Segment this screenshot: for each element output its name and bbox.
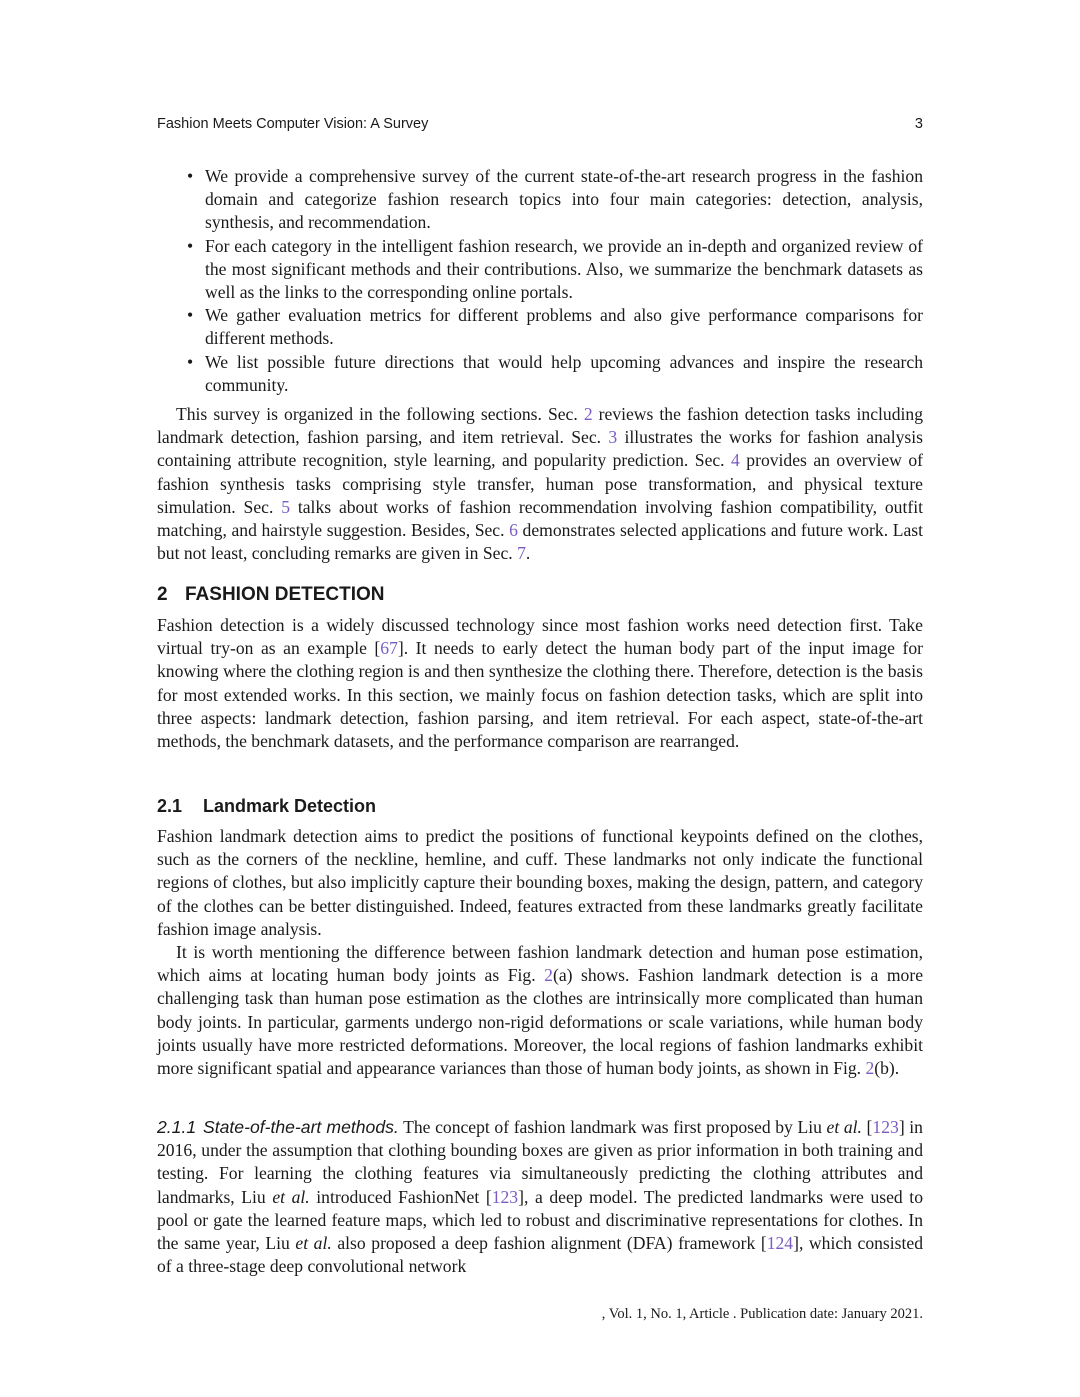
italic-text: et al. [295, 1233, 332, 1254]
text-run: Fashion landmark detection aims to predict the positions of functional keypoints defined on the clothes, such as the corners of the neckline, hemline, and cuff. These landmarks not only indicate the functional regions of clothes, but also implicitly capture their bounding boxes, making the design, pattern, and category of the clothes can be better distinguished. Indeed, features extracted from these landmarks greatly facilitate fashion image analysis. [157, 826, 923, 939]
text-run: reviews the fashion detection tasks including landmark detection, fashion parsing, and item retrieval. Sec. [157, 404, 923, 448]
paragraph-body [157, 1117, 923, 1276]
subsubsection-number: 2.1.1 [157, 1117, 197, 1137]
reference-link[interactable]: 5 [281, 496, 290, 517]
text-run: illustrates the works for fashion analysis containing attribute recognition, style learning, and popularity prediction. Sec. [157, 427, 923, 471]
bullet-item [157, 235, 923, 305]
text-run: ], which consisted of a three-stage deep convolutional network [157, 1233, 923, 1277]
text-run: introduced FashionNet [ [309, 1186, 492, 1207]
reference-link[interactable]: 124 [766, 1233, 794, 1254]
section-title: FASHION DETECTION [185, 584, 385, 605]
reference-link[interactable]: 6 [509, 520, 518, 541]
section-number: 2 [157, 584, 168, 605]
reference-link[interactable]: 123 [491, 1186, 519, 1207]
text-run: [ [861, 1117, 873, 1137]
subsubsection-heading [157, 1117, 399, 1137]
subsection-title: Landmark Detection [203, 796, 377, 816]
bullet-item [157, 165, 923, 235]
text-run: (a) shows. Fashion landmark detection is a more challenging task than human pose estimation as the clothes are intrinsically more complicated than human body joints. In particular, garments undergo non-rigid deformations or scale variations, while human body joints usually have more restricted deformations. Moreover, the local regions of fashion landmarks exhibit more significant spatial and appearance variances than those of human body joints, as shown in Fig. [157, 965, 924, 1079]
text-run: It is worth mentioning the difference between fashion landmark detection and human pose estimation, which aims at locating human body joints as Fig. [157, 942, 923, 986]
intro-paragraph [157, 403, 923, 565]
italic-text: et al. [826, 1117, 862, 1137]
reference-link[interactable]: 7 [517, 543, 526, 564]
reference-link[interactable]: 4 [731, 450, 740, 471]
reference-link[interactable]: 2 [544, 965, 553, 986]
contribution-list [157, 165, 923, 397]
reference-link[interactable]: 3 [608, 427, 618, 448]
text-run: ], a deep model. The predicted landmarks were used to pool or gate the learned feature maps, which led to robust and discriminative representations for clothes. In the same year, Liu [157, 1186, 923, 1254]
running-title: Fashion Meets Computer Vision: A Survey [157, 116, 429, 132]
text-run: For each category in the intelligent fashion research, we provide an in-depth and organized review of the most significant methods and their contributions. Also, we summarize the benchmark datasets as well as the links to the corresponding online portals. [205, 235, 923, 303]
text-run: (b). [874, 1058, 900, 1079]
text-run: Fashion detection is a widely discussed technology since most fashion works need detection first. Take virtual try-on as an example [ [157, 615, 923, 659]
text-run: ]. It needs to early detect the human body part of the input image for knowing where the clothing region is and then synthesize the clothing there. Therefore, detection is the basis for most extended works. In this section, we mainly focus on fashion detection tasks, which are split into three aspects: landmark detection, fashion parsing, and item retrieval. For each aspect, state-of-the-art methods, the benchmark datasets, and the performance comparison are rearranged. [157, 638, 923, 752]
text-run: We list possible future directions that would help upcoming advances and inspire the research community. [205, 351, 923, 395]
text-run: ] in 2016, under the assumption that clothing bounding boxes are given as prior information in both training and testing. For learning the clothing features via simultaneously predicting the clothing attributes and landmarks, Liu [157, 1117, 923, 1207]
body-paragraph [157, 614, 923, 753]
page-footer: , Vol. 1, No. 1, Article . Publication date: January 2021. [601, 1306, 923, 1322]
italic-text: et al. [272, 1186, 310, 1207]
text-run: talks about works of fashion recommendation involving fashion compatibility, outfit matching, and hairstyle suggestion. Besides, Sec. [157, 496, 923, 541]
text-run: We provide a comprehensive survey of the current state-of-the-art research progress in the fashion domain and categorize fashion research topics into four main categories: detection, analysis, synthesis, and recommendation. [205, 166, 923, 233]
text-run: provides an overview of fashion synthesis tasks comprising style transfer, human pose transformation, and physical texture simulation. Sec. [157, 450, 923, 517]
subsubsection-paragraph [157, 1116, 923, 1278]
text-run: demonstrates selected applications and future work. Last but not least, concluding remarks are given in Sec. [157, 520, 923, 564]
reference-link[interactable]: 2 [865, 1058, 875, 1079]
bullet-item [157, 351, 923, 397]
section-heading [157, 584, 385, 606]
text-run: also proposed a deep fashion alignment (DFA) framework [ [331, 1233, 767, 1254]
subsection-number: 2.1 [157, 796, 183, 816]
text-run: We gather evaluation metrics for different problems and also give performance comparisons for different methods. [205, 305, 923, 349]
text-run: This survey is organized in the following sections. Sec. [176, 404, 584, 424]
subsection-heading [157, 796, 376, 817]
reference-link[interactable]: 67 [380, 638, 398, 659]
running-header [157, 116, 923, 132]
body-paragraph [157, 941, 923, 1080]
text-run: . [525, 543, 531, 564]
text-run: The concept of fashion landmark was first proposed by Liu [398, 1117, 827, 1137]
reference-link[interactable]: 2 [583, 404, 593, 424]
page-number: 3 [914, 116, 923, 132]
bullet-item [157, 304, 923, 350]
subsubsection-title: State-of-the-art methods. [203, 1117, 399, 1137]
reference-link[interactable]: 123 [872, 1117, 899, 1137]
body-paragraph [157, 825, 923, 941]
